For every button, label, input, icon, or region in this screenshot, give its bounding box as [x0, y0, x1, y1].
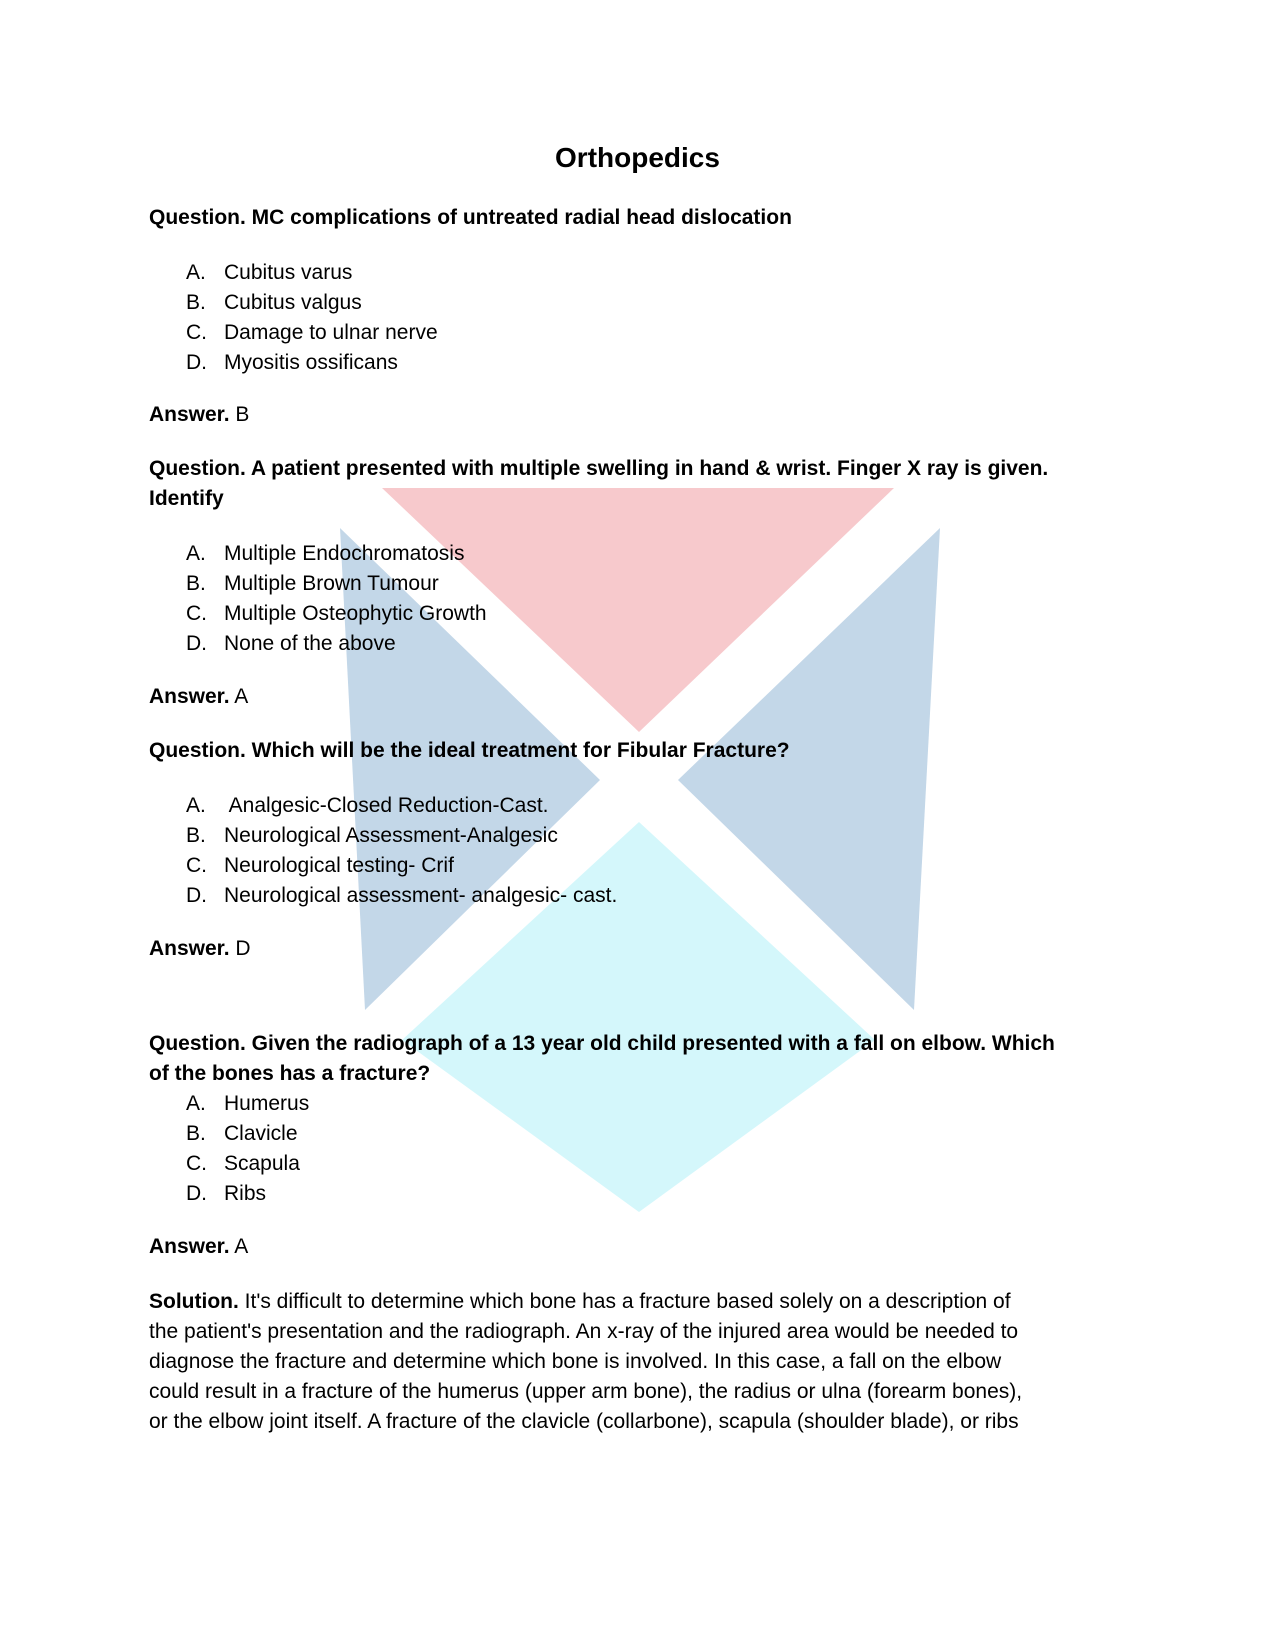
solution-line: could result in a fracture of the humerus (upper arm bone), the radius or ulna (forearm bones),: [149, 1380, 1023, 1403]
option-item: B. Multiple Brown Tumour: [186, 572, 439, 595]
page-title: Orthopedics: [555, 142, 720, 173]
solution-line: or the elbow joint itself. A fracture of the clavicle (collarbone), scapula (shoulder blade), or ribs: [149, 1410, 1019, 1433]
question-4-text: Question. Given the radiograph of a 13 year old child presented with a fall on elbow. Which of the bones has a fracture?: [149, 1032, 1055, 1085]
question-3-options: [186, 791, 617, 911]
question-1-text: Question. MC complications of untreated radial head dislocation: [149, 206, 792, 229]
solution-paragraph: [149, 1287, 1089, 1437]
question-4-options: [186, 1089, 309, 1209]
answer-4: Answer. A: [149, 1235, 249, 1258]
question-2-options: [186, 539, 487, 659]
solution-line: diagnose the fracture and determine which bone is involved. In this case, a fall on the elbow: [149, 1350, 1002, 1373]
option-item: C. Damage to ulnar nerve: [186, 321, 438, 344]
option-item: D. Neurological assessment- analgesic- cast.: [186, 884, 618, 907]
question-2-text: Question. A patient presented with multiple swelling in hand & wrist. Finger X ray is given. Identify: [149, 457, 1049, 510]
option-item: D. None of the above: [186, 632, 396, 655]
answer-1: Answer. B: [149, 403, 250, 426]
option-item: A. Analgesic-Closed Reduction-Cast.: [186, 794, 549, 817]
answer-3: Answer. D: [149, 937, 251, 960]
question-1-options: [186, 258, 438, 378]
solution-line: the patient's presentation and the radiograph. An x-ray of the injured area would be needed to: [149, 1320, 1019, 1343]
question-3-text: Question. Which will be the ideal treatment for Fibular Fracture?: [149, 739, 790, 762]
option-item: C. Multiple Osteophytic Growth: [186, 602, 487, 625]
option-item: B. Neurological Assessment-Analgesic: [186, 824, 558, 847]
option-item: D. Ribs: [186, 1182, 267, 1205]
option-item: D. Myositis ossificans: [186, 351, 398, 374]
option-item: A. Humerus: [186, 1092, 310, 1115]
option-item: B. Clavicle: [186, 1122, 298, 1145]
solution-line: Solution. It's difficult to determine which bone has a fracture based solely on a description of: [149, 1290, 1011, 1313]
option-item: C. Neurological testing- Crif: [186, 854, 454, 877]
option-item: B. Cubitus valgus: [186, 291, 362, 314]
option-item: C. Scapula: [186, 1152, 300, 1175]
option-item: A. Multiple Endochromatosis: [186, 542, 465, 565]
answer-2: Answer. A: [149, 685, 249, 708]
option-item: A. Cubitus varus: [186, 261, 353, 284]
